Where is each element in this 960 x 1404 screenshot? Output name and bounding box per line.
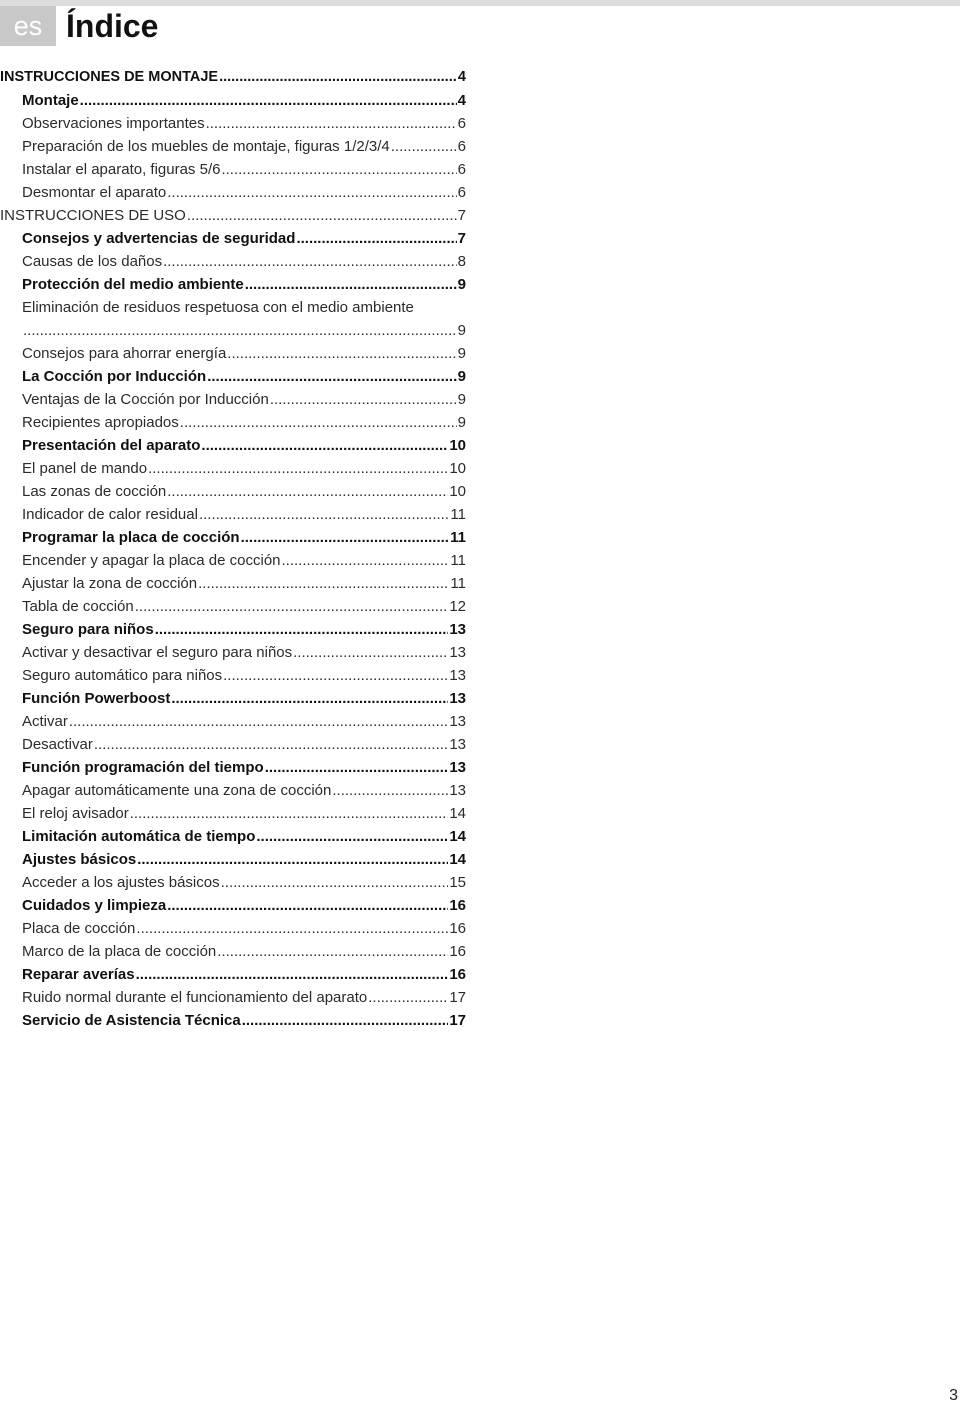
toc-dot-leader — [296, 227, 456, 250]
toc-dot-leader — [148, 457, 448, 480]
toc-entry-page: 9 — [457, 391, 466, 408]
toc-entry-label: INSTRUCCIONES DE USO — [0, 207, 186, 224]
toc-entry-page: 6 — [457, 161, 466, 178]
toc-entry-page: 13 — [449, 621, 466, 638]
toc-dot-leader — [187, 204, 457, 227]
toc-entry[interactable] — [0, 319, 466, 342]
toc-entry-page: 12 — [449, 598, 466, 615]
toc-entry[interactable] — [0, 572, 466, 595]
toc-entry[interactable] — [0, 135, 466, 158]
toc-entry-label: Ruido normal durante el funcionamiento del aparato — [22, 989, 368, 1006]
toc-dot-leader — [241, 526, 450, 549]
toc-entry-page: 11 — [450, 575, 466, 592]
toc-dot-leader — [245, 273, 457, 296]
toc-entry-page: 15 — [449, 874, 466, 891]
toc-dot-leader — [23, 319, 457, 342]
toc-entry-page: 14 — [449, 805, 466, 822]
toc-entry-page: 14 — [449, 851, 466, 868]
toc-entry[interactable] — [0, 733, 466, 756]
toc-entry[interactable] — [0, 365, 466, 388]
toc-entry[interactable] — [0, 296, 466, 319]
toc-entry-label: Cuidados y limpieza — [22, 897, 167, 914]
toc-entry-page: 9 — [457, 276, 466, 293]
toc-entry-label: Presentación del aparato — [22, 437, 201, 454]
toc-dot-leader — [136, 917, 448, 940]
page-title: Índice — [66, 8, 159, 44]
toc-entry-page: 6 — [457, 184, 466, 201]
toc-dot-leader — [94, 733, 448, 756]
toc-dot-leader — [201, 434, 448, 457]
toc-dot-leader — [227, 342, 456, 365]
toc-entry[interactable] — [0, 388, 466, 411]
toc-entry-label: El panel de mando — [22, 460, 148, 477]
toc-entry-label: Tabla de cocción — [22, 598, 134, 615]
toc-entry-label: Las zonas de cocción — [22, 483, 167, 500]
toc-entry-label: Función programación del tiempo — [22, 759, 264, 776]
toc-entry[interactable] — [0, 756, 466, 779]
toc-entry[interactable] — [0, 181, 466, 204]
toc-dot-leader — [167, 181, 456, 204]
toc-entry[interactable] — [0, 273, 466, 296]
toc-dot-leader — [368, 986, 448, 1009]
toc-dot-leader — [137, 848, 448, 871]
toc-entry-page: 9 — [457, 345, 466, 362]
toc-entry[interactable] — [0, 917, 466, 940]
toc-entry-label: Recipientes apropiados — [22, 414, 179, 431]
toc-entry-label: Ajustes básicos — [22, 851, 137, 868]
toc-dot-leader — [69, 710, 448, 733]
toc-entry[interactable] — [0, 112, 466, 135]
toc-entry[interactable] — [0, 434, 466, 457]
toc-entry[interactable] — [0, 940, 466, 963]
toc-entry-label: Acceder a los ajustes básicos — [22, 874, 220, 891]
toc-entry-label: Función Powerboost — [22, 690, 171, 707]
toc-entry-label: Ajustar la zona de cocción — [22, 575, 198, 592]
toc-entry-label: Marco de la placa de cocción — [22, 943, 217, 960]
toc-entry-label: Servicio de Asistencia Técnica — [22, 1012, 241, 1029]
toc-entry-label: INSTRUCCIONES DE MONTAJE — [0, 69, 219, 85]
toc-entry[interactable] — [0, 158, 466, 181]
toc-dot-leader — [223, 664, 448, 687]
toc-entry[interactable] — [0, 1009, 466, 1032]
toc-entry[interactable] — [0, 710, 466, 733]
toc-entry[interactable] — [0, 986, 466, 1009]
toc-entry-page: 6 — [457, 138, 466, 155]
toc-entry[interactable] — [0, 204, 466, 227]
toc-entry-label: Seguro para niños — [22, 621, 154, 638]
toc-dot-leader — [282, 549, 450, 572]
toc-entry[interactable] — [0, 342, 466, 365]
toc-entry-label: Causas de los daños — [22, 253, 163, 270]
toc-entry-page: 14 — [449, 828, 466, 845]
toc-entry-label: Consejos para ahorrar energía — [22, 345, 227, 362]
toc-entry-label: Limitación automática de tiempo — [22, 828, 256, 845]
toc-entry-page: 16 — [449, 943, 466, 960]
toc-dot-leader — [199, 503, 449, 526]
toc-entry-page: 13 — [449, 667, 466, 684]
toc-entry-page: 7 — [457, 230, 466, 247]
toc-entry-page: 9 — [457, 414, 466, 431]
page-number: 3 — [949, 1387, 958, 1404]
toc-entry[interactable] — [0, 250, 466, 273]
toc-entry-page: 11 — [450, 552, 466, 569]
toc-entry[interactable] — [0, 411, 466, 434]
toc-entry[interactable] — [0, 848, 466, 871]
toc-entry-page: 10 — [449, 437, 466, 454]
toc-dot-leader — [256, 825, 448, 848]
toc-dot-leader — [293, 641, 448, 664]
toc-entry-label: Activar — [22, 713, 68, 730]
toc-entry-page: 10 — [449, 483, 466, 500]
toc-entry-label: Desactivar — [22, 736, 93, 753]
toc-entry-label: Seguro automático para niños — [22, 667, 223, 684]
toc-entry-label: Preparación de los muebles de montaje, figuras 1/2/3/4 — [22, 138, 390, 155]
toc-entry-page: 13 — [449, 782, 466, 799]
language-badge: es — [0, 6, 56, 46]
toc-entry[interactable] — [0, 664, 466, 687]
toc-entry-label: Encender y apagar la placa de cocción — [22, 552, 281, 569]
toc-entry[interactable] — [0, 825, 466, 848]
toc-dot-leader — [219, 66, 457, 89]
toc-entry-label: Observaciones importantes — [22, 115, 205, 132]
toc-dot-leader — [207, 365, 456, 388]
toc-entry[interactable] — [0, 641, 466, 664]
toc-entry[interactable] — [0, 480, 466, 503]
toc-entry-label: Protección del medio ambiente — [22, 276, 244, 293]
toc-dot-leader — [171, 687, 448, 710]
toc-entry[interactable] — [0, 503, 466, 526]
toc-dot-leader — [136, 963, 449, 986]
toc-entry-page: 16 — [449, 920, 466, 937]
toc-entry-page: 4 — [457, 69, 466, 85]
toc-entry[interactable] — [0, 779, 466, 802]
toc-entry-page: 13 — [449, 759, 466, 776]
toc-dot-leader — [270, 388, 457, 411]
toc-entry-label: La Cocción por Inducción — [22, 368, 207, 385]
toc-entry[interactable] — [0, 457, 466, 480]
toc-entry[interactable] — [0, 963, 466, 986]
toc-dot-leader — [167, 894, 448, 917]
toc-entry-page: 16 — [449, 897, 466, 914]
toc-entry-label: Ventajas de la Cocción por Inducción — [22, 391, 269, 408]
toc-entry-page: 6 — [457, 115, 466, 132]
toc-entry-label: Programar la placa de cocción — [22, 529, 240, 546]
toc-dot-leader — [217, 940, 448, 963]
toc-entry-page: 13 — [449, 713, 466, 730]
toc-dot-leader — [198, 572, 449, 595]
toc-entry[interactable] — [0, 227, 466, 250]
table-of-contents — [0, 66, 466, 1032]
toc-entry-page: 9 — [457, 322, 466, 339]
toc-entry[interactable] — [0, 66, 466, 89]
toc-entry-label: Instalar el aparato, figuras 5/6 — [22, 161, 221, 178]
toc-entry-label: Activar y desactivar el seguro para niños — [22, 644, 293, 661]
toc-dot-leader — [221, 158, 456, 181]
toc-entry-page: 8 — [457, 253, 466, 270]
toc-entry-page: 4 — [457, 92, 466, 109]
toc-entry[interactable] — [0, 894, 466, 917]
toc-entry-page: 13 — [449, 736, 466, 753]
toc-dot-leader — [332, 779, 448, 802]
toc-entry-label: Eliminación de residuos respetuosa con el medio ambiente — [22, 299, 414, 316]
toc-dot-leader — [206, 112, 457, 135]
toc-entry[interactable] — [0, 526, 466, 549]
toc-entry-label: Placa de cocción — [22, 920, 136, 937]
toc-dot-leader — [130, 802, 449, 825]
toc-entry[interactable] — [0, 687, 466, 710]
toc-entry-label: Indicador de calor residual — [22, 506, 198, 523]
toc-entry-label: Montaje — [22, 92, 79, 109]
toc-dot-leader — [221, 871, 449, 894]
toc-entry-label: Consejos y advertencias de seguridad — [22, 230, 296, 247]
toc-entry[interactable] — [0, 618, 466, 641]
toc-entry-page: 17 — [449, 989, 466, 1006]
toc-entry[interactable] — [0, 549, 466, 572]
toc-entry-label: Desmontar el aparato — [22, 184, 167, 201]
toc-entry[interactable] — [0, 802, 466, 825]
toc-entry-page: 11 — [450, 506, 466, 523]
toc-entry-page: 13 — [449, 690, 466, 707]
toc-entry-label: Reparar averías — [22, 966, 135, 983]
toc-entry-page: 10 — [449, 460, 466, 477]
toc-entry-page: 7 — [457, 207, 466, 224]
toc-entry-page: 13 — [449, 644, 466, 661]
toc-dot-leader — [180, 411, 457, 434]
toc-dot-leader — [155, 618, 449, 641]
toc-entry-page: 9 — [457, 368, 466, 385]
toc-dot-leader — [163, 250, 457, 273]
toc-dot-leader — [391, 135, 457, 158]
toc-entry-page: 16 — [449, 966, 466, 983]
toc-entry-page: 11 — [450, 529, 466, 546]
toc-entry[interactable] — [0, 871, 466, 894]
toc-entry[interactable] — [0, 595, 466, 618]
toc-dot-leader — [167, 480, 448, 503]
toc-dot-leader — [242, 1009, 449, 1032]
toc-entry-page: 17 — [449, 1012, 466, 1029]
toc-dot-leader — [265, 756, 449, 779]
toc-entry-label: Apagar automáticamente una zona de cocción — [22, 782, 332, 799]
toc-dot-leader — [135, 595, 449, 618]
toc-entry[interactable] — [0, 89, 466, 112]
toc-dot-leader — [80, 89, 457, 112]
toc-entry-label: El reloj avisador — [22, 805, 129, 822]
